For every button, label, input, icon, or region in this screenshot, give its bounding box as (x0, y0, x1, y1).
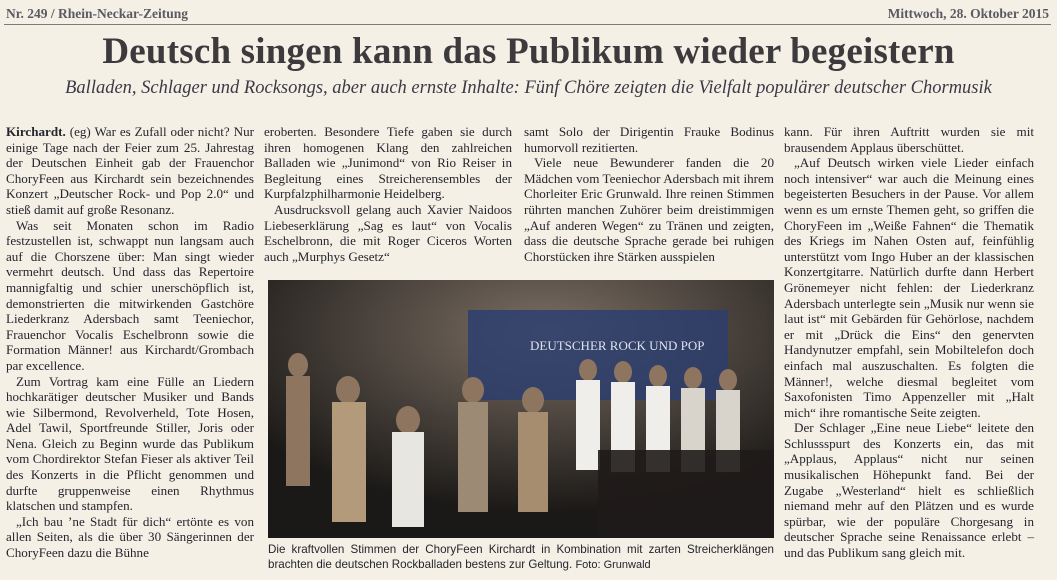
paragraph: eroberten. Besondere Tiefe gaben sie durch ihren homogenen Klang den zahlreichen Balladen wie „Junimond“ von Rio Reiser in Begleitung eines Streicherensembles der Kurpfalzphilharmonie Heidelberg. (264, 124, 512, 202)
article-photo (268, 280, 774, 538)
paragraph: kann. Für ihren Auftritt wurden sie mit brausendem Applaus überschüttet. (784, 124, 1034, 155)
photo-banner-text: DEUTSCHER ROCK UND POP (530, 338, 705, 353)
paragraph: „Ich bau ’ne Stadt für dich“ ertönte es von allen Seiten, als die über 30 Sängerinnen der ChoryFeen dazu die Bühne (6, 513, 254, 561)
header-divider (4, 24, 1051, 25)
article-headline: Deutsch singen kann das Publikum wieder begeistern (102, 31, 955, 72)
article-column-1 (6, 124, 254, 561)
masthead-date: Mittwoch, 28. Oktober 2015 (887, 6, 1049, 21)
paragraph: samt Solo der Dirigentin Frauke Bodinus humorvoll rezitierten. (524, 124, 774, 155)
article-subheadline: Balladen, Schlager und Rocksongs, aber auch ernste Inhalte: Fünf Chöre zeigten die Vielfalt populärer deutscher Chormusik (65, 78, 992, 98)
paragraph: Zum Vortrag kam eine Fülle an Liedern hochkarätiger deutscher Musiker und Bands wie Silbermond, Revolverheld, Tote Hosen, Adel Tawil, Sportfreunde Stiller, Joris oder Nena. Gleich zu Beginn wurde das Publikum vom Chordirektor Stefan Fieser als aktiver Teil des Konzerts in die Pflicht genommen und durfte gruppenweise einen Rhythmus klatschen und stampfen. (6, 373, 254, 514)
caption-text: Die kraftvollen Stimmen der ChoryFeen Kirchardt in Kombination mit zarten Streicherklängen brachten die deutschen Rockballaden bestens zur Geltung. (268, 543, 774, 571)
article-column-3 (524, 124, 774, 264)
article-column-4 (784, 124, 1034, 561)
paragraph: „Auf Deutsch wirken viele Lieder einfach noch intensiver“ war auch die Meinung eines begeisterten Besuchers in der Pause. Vor allem wenn es um ernste Themen geht, so griffen die ChoryFeen im „Weiße Fahnen“ die Thematik des Kriegs im Nahen Osten auf, feinfühlig unterstützt vom Ingo Huber an der klassischen Konzertgitarre. Natürlich durfte dann Herbert Grönemeyer nicht fehlen: der Liederkranz Adersbach unterlegte sein „Musik nur wenn sie laut ist“ mit Gebärden für Gehörlose, nachdem er mit „Drück die Eins“ den genervten Handynutzer empfahl, sein Mobiltelefon doch einfach mal auszuschalten. Es folgten die Männer!, welche diesmal begleitet vom Saxofonisten Timo Appenzeller mit „Halt mich“ ihre romantische Seite zeigten. (784, 155, 1034, 420)
photo-credit: Foto: Grunwald (575, 558, 651, 571)
masthead-issue: Nr. 249 / Rhein-Neckar-Zeitung (6, 6, 188, 21)
paragraph: Viele neue Bewunderer fanden die 20 Mädchen vom Teeniechor Adersbach mit ihrem Chorleiter Eric Grunwald. Ihre reinen Stimmen rührten manchen Zuhörer beim dreistimmigen „Auf anderen Wegen“ zu Tränen und zeigten, dass die deutsche Sprache gerade bei ruhigen Chorstücken ihre Stärken ausspielen (524, 155, 774, 264)
paragraph: Was seit Monaten schon im Radio festzustellen ist, schwappt nun langsam auch auf die Chorszene über: Man singt wieder vermehrt deutsch. Und dass das Repertoire mannigfaltig und schier unerschöpflich ist, demonstrierten die mitwirkenden Gastchöre Liederkranz Adersbach samt Teeniechor, Frauenchor Vocalis Eschelbronn sowie die Formation Männer! aus Kirchardt/Grombach par excellence. (6, 217, 254, 373)
paragraph: Der Schlager „Eine neue Liebe“ leitete den Schlussspurt des Konzerts ein, das mit „Applaus, Applaus“ nicht nur seinen musikalischen Höhepunkt fand. Bei der Zugabe „Westerland“ hielt es schließlich niemand mehr auf den Plätzen und es wurde spürbar, wie der populäre Chorgesang in deutscher Sprache seine Renaissance erlebt – und das Publikum sang gleich mit. (784, 420, 1034, 561)
paragraph-text: (eg) War es Zufall oder nicht? Nur einige Tage nach der Feier zum 25. Jahrestag der Deutschen Einheit gab der Frauenchor ChoryFeen aus Kirchardt sein bezeichnendes Konzert „Deutscher Rock- und Pop 2.0“ und stieß damit auf große Resonanz. (6, 124, 254, 217)
dateline: Kirchardt. (6, 124, 66, 139)
choir-photo-illustration (268, 280, 774, 538)
paragraph (6, 124, 254, 218)
photo-caption (268, 543, 774, 572)
paragraph: Ausdrucksvoll gelang auch Xavier Naidoos Liebeserklärung „Sag es laut“ von Vocalis Eschelbronn, die mit Roger Ciceros Worten auch „Murphys Gesetz“ (264, 201, 512, 264)
article-column-2 (264, 124, 512, 264)
